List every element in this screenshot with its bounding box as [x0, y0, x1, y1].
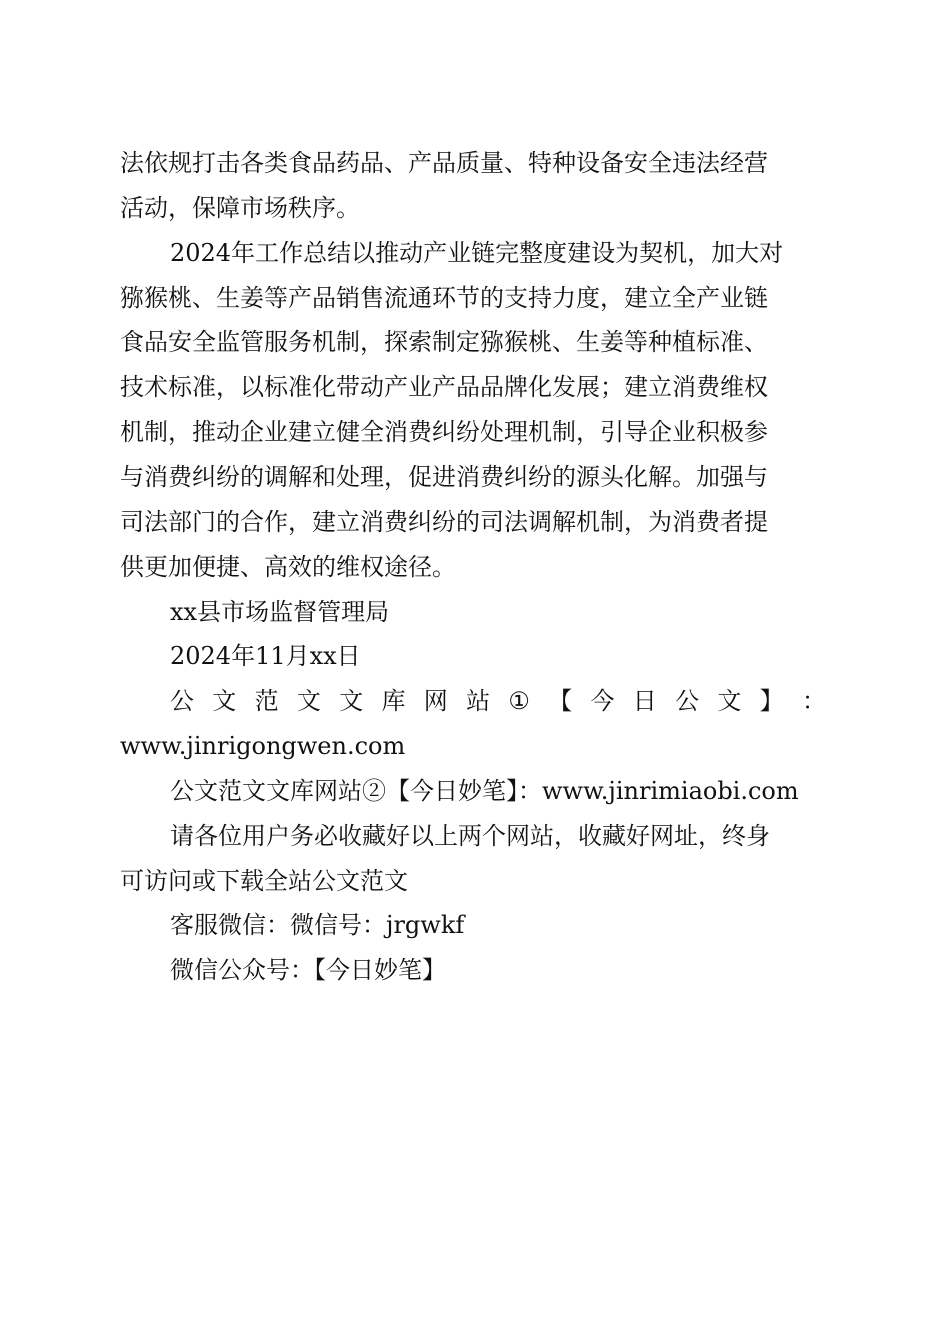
site-1-char: 】	[759, 687, 784, 715]
site-1-char: 文	[717, 687, 742, 715]
site-2-link[interactable]: 公文范文文库网站②【今日妙笔】：www.jinrimiaobi.com	[170, 777, 799, 805]
wechat-service: 客服微信：微信号：jrgwkf	[170, 911, 465, 939]
paragraph-1-line-1: 法依规打击各类食品药品、产品质量、特种设备安全违法经营	[120, 149, 768, 177]
paragraph-2-line-6: 与消费纠纷的调解和处理，促进消费纠纷的源头化解。加强与	[120, 463, 768, 491]
site-1-char: ：	[801, 687, 826, 715]
site-1-char: 公	[170, 687, 194, 715]
site-1-char: 文	[212, 687, 237, 715]
site-1-char: ①	[508, 687, 530, 715]
signature-date: 2024年11月xx日	[170, 642, 361, 670]
notice-line-1: 请各位用户务必收藏好以上两个网站，收藏好网址，终身	[170, 822, 770, 850]
site-1-char: 网	[423, 687, 448, 715]
site-1-url-link[interactable]: www.jinrigongwen.com	[120, 732, 406, 760]
site-1-char: 文	[339, 687, 364, 715]
wechat-official: 微信公众号：【今日妙笔】	[170, 956, 446, 984]
site-1-char: 站	[466, 687, 491, 715]
paragraph-2-line-7: 司法部门的合作，建立消费纠纷的司法调解机制，为消费者提	[120, 508, 768, 536]
paragraph-2-line-5: 机制，推动企业建立健全消费纠纷处理机制，引导企业积极参	[120, 418, 768, 446]
site-1-char: 日	[632, 687, 657, 715]
paragraph-2-line-2: 猕猴桃、生姜等产品销售流通环节的支持力度，建立全产业链	[120, 284, 768, 312]
signature-org: xx县市场监督管理局	[170, 598, 390, 626]
site-1-char: 库	[381, 687, 406, 715]
paragraph-2-line-3: 食品安全监管服务机制，探索制定猕猴桃、生姜等种植标准、	[120, 328, 768, 356]
paragraph-2-line-8: 供更加便捷、高效的维权途径。	[120, 553, 456, 581]
site-1-char: 今	[590, 687, 615, 715]
site-1-char: 【	[548, 687, 573, 715]
paragraph-1-line-2: 活动，保障市场秩序。	[120, 194, 360, 222]
site-1-char: 范	[254, 687, 279, 715]
paragraph-2-line-1: 2024年工作总结以推动产业链完整度建设为契机，加大对	[170, 239, 784, 267]
site-1-char: 公	[675, 687, 700, 715]
site-1-char: 文	[296, 687, 321, 715]
paragraph-2-line-4: 技术标准，以标准化带动产业产品品牌化发展；建立消费维权	[120, 373, 768, 401]
notice-line-2: 可访问或下载全站公文范文	[120, 867, 408, 895]
site-1-label	[170, 686, 826, 716]
